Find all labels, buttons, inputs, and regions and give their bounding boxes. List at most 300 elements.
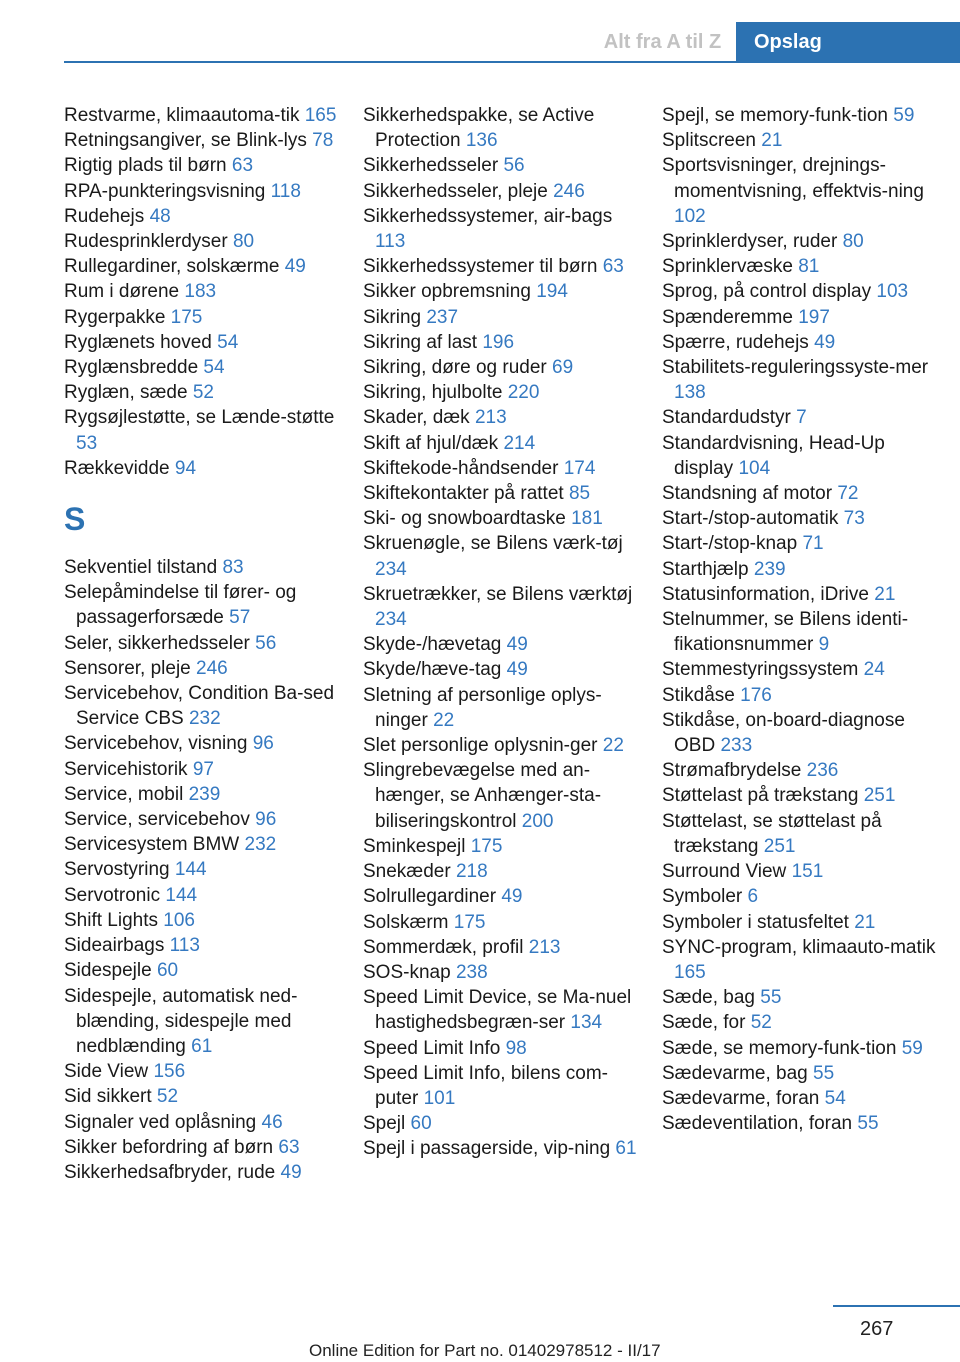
page-link[interactable]: 97 — [192, 758, 214, 780]
page-link[interactable]: 21 — [854, 911, 876, 933]
index-entry — [64, 229, 344, 254]
index-entry — [64, 681, 344, 731]
page-link[interactable]: 48 — [149, 205, 171, 227]
index-term: Sikkerhedssystemer, air-bags — [363, 205, 613, 227]
index-entry — [662, 1111, 942, 1136]
index-term: Servicebehov, visning — [64, 733, 248, 755]
index-term: Sædevarme, bag — [662, 1062, 808, 1084]
index-entry — [662, 884, 942, 909]
index-entry — [64, 153, 344, 178]
page-link[interactable]: 234 — [375, 609, 407, 631]
index-entry — [64, 580, 344, 630]
index-term: Sikker opbremsning — [363, 281, 531, 303]
page-link[interactable]: 57 — [229, 607, 251, 629]
index-entry — [363, 910, 643, 935]
index-entry — [662, 557, 942, 582]
index-entry — [363, 1036, 643, 1061]
page-link[interactable]: 144 — [165, 884, 198, 906]
page-link[interactable]: 183 — [184, 281, 217, 303]
index-term: Symboler — [662, 886, 743, 908]
page-link[interactable]: 49 — [284, 256, 306, 278]
header-rule — [64, 61, 960, 63]
index-term: Speed Limit Info, bilens com-puter — [363, 1062, 609, 1109]
page-link[interactable]: 251 — [863, 785, 896, 807]
page-link[interactable]: 55 — [760, 987, 782, 1009]
page-link[interactable]: 194 — [536, 281, 568, 303]
page-link[interactable]: 54 — [217, 331, 239, 353]
page-link[interactable]: 56 — [255, 632, 277, 654]
page-link[interactable]: 46 — [261, 1111, 283, 1133]
index-term: Sikkerhedsseler — [363, 155, 499, 177]
index-entry — [662, 935, 942, 985]
page-link[interactable]: 156 — [153, 1061, 186, 1083]
page-link[interactable]: 138 — [674, 382, 706, 404]
index-term: Service, mobil — [64, 783, 184, 805]
index-entry — [363, 733, 643, 758]
index-term: Sikring — [363, 306, 422, 328]
page-header — [0, 0, 960, 62]
index-term: Surround View — [662, 861, 787, 883]
index-term: Standardudstyr — [662, 407, 791, 429]
index-term: Skader, dæk — [363, 407, 470, 429]
index-term: Sminkespejl — [363, 835, 466, 857]
page-link[interactable]: 181 — [571, 508, 603, 530]
index-term: Sædevarme, foran — [662, 1087, 820, 1109]
index-term: Restvarme, klimaautoma-tik — [64, 105, 300, 126]
index-entry — [64, 1110, 344, 1135]
index-term: Shift Lights — [64, 909, 158, 931]
index-term: Slet personlige oplysnin-ger — [363, 735, 598, 757]
index-entry — [662, 783, 942, 808]
index-entry — [662, 431, 942, 481]
index-entry — [363, 632, 643, 657]
index-entry — [363, 1111, 643, 1136]
page-link[interactable]: 73 — [843, 508, 865, 530]
index-term: Sportsvisninger, drejnings-momentvisning, effektvis-ning — [662, 155, 924, 202]
page-link[interactable]: 83 — [222, 557, 244, 579]
index-term: Sikring, hjulbolte — [363, 382, 503, 404]
index-entry — [662, 405, 942, 430]
index-entry — [363, 330, 643, 355]
index-term: SOS-knap — [363, 961, 451, 983]
page-link[interactable]: 60 — [410, 1113, 432, 1135]
index-term: Ryglæn, sæde — [64, 382, 188, 404]
index-entry — [363, 657, 643, 682]
page-link[interactable]: 81 — [798, 256, 820, 278]
page-link[interactable]: 52 — [192, 382, 214, 404]
index-term: Strømafbrydelse — [662, 760, 802, 782]
index-entry — [64, 305, 344, 330]
page-link[interactable]: 113 — [375, 231, 406, 253]
index-entry — [662, 103, 942, 128]
index-term: Skyde/hæve-tag — [363, 659, 502, 681]
index-entry — [363, 380, 643, 405]
index-entry — [64, 1135, 344, 1160]
page-link[interactable]: 175 — [453, 911, 486, 933]
index-entry — [64, 380, 344, 405]
section-tab: Alt fra A til Z — [603, 30, 722, 53]
active-tab: Opslag — [736, 22, 960, 62]
index-term: Sikkerhedsafbryder, rude — [64, 1161, 276, 1183]
page-link[interactable]: 59 — [893, 105, 915, 126]
index-term: Sikring af last — [363, 331, 478, 353]
page-link[interactable]: 175 — [170, 306, 203, 328]
index-entry — [662, 279, 942, 304]
index-entry — [662, 481, 942, 506]
page-link[interactable]: 234 — [375, 558, 407, 580]
index-term: Sideairbags — [64, 935, 165, 957]
index-term: Sekventiel tilstand — [64, 557, 218, 579]
index-entry — [64, 782, 344, 807]
index-term: Sæde, for — [662, 1012, 746, 1034]
page-link[interactable]: 175 — [470, 835, 503, 857]
index-entry — [662, 809, 942, 859]
page-link[interactable]: 63 — [231, 155, 254, 177]
index-term: Service, servicebehov — [64, 809, 250, 831]
page-link[interactable]: 7 — [796, 407, 807, 429]
index-entry — [662, 531, 942, 556]
index-entry — [64, 958, 344, 983]
page-link[interactable]: 94 — [174, 457, 197, 479]
index-column-2 — [363, 103, 643, 1162]
index-term: Slingrebevægelse med an-hænger, se Anhænger-sta-biliseringskontrol — [363, 760, 602, 832]
page-link[interactable]: 103 — [876, 281, 909, 303]
page-link[interactable]: 136 — [465, 130, 498, 152]
page-link[interactable]: 165 — [304, 105, 337, 126]
index-entry — [64, 254, 344, 279]
page-link[interactable]: 246 — [196, 657, 228, 679]
index-term: Rygsøjlestøtte, se Lænde-støtte — [64, 407, 335, 429]
page-link[interactable]: 71 — [802, 533, 824, 555]
page-link[interactable]: 80 — [842, 231, 864, 253]
page-link[interactable]: 213 — [474, 407, 507, 429]
page-link[interactable]: 174 — [563, 457, 596, 479]
page-link[interactable]: 102 — [674, 205, 706, 227]
index-entry — [64, 731, 344, 756]
index-entry — [363, 279, 643, 304]
page-link[interactable]: 113 — [169, 935, 200, 957]
index-term: Seler, sikkerhedsseler — [64, 632, 250, 654]
index-term: Servicesystem BMW — [64, 834, 240, 856]
index-entry — [363, 179, 643, 204]
index-term: SYNC-program, klimaauto-matik — [662, 936, 936, 958]
index-entry — [64, 908, 344, 933]
page-link[interactable]: 106 — [163, 909, 195, 931]
page-link[interactable]: 6 — [747, 886, 759, 908]
index-term: Symboler i statusfeltet — [662, 911, 849, 933]
index-term: Sæde, bag — [662, 987, 755, 1009]
index-entry — [662, 128, 942, 153]
index-entry — [363, 103, 643, 153]
page-link[interactable]: 49 — [280, 1161, 302, 1183]
index-entry — [363, 582, 643, 632]
index-term: Statusinformation, iDrive — [662, 583, 869, 605]
index-column-1 — [64, 103, 344, 1185]
index-entry — [64, 631, 344, 656]
page-link[interactable]: 21 — [761, 130, 783, 152]
index-entry — [363, 405, 643, 430]
page-link[interactable]: 96 — [252, 733, 274, 755]
index-term: Solrullegardiner — [363, 886, 497, 908]
index-term: Sæde, se memory-funk-tion — [662, 1037, 897, 1059]
page-link[interactable]: 220 — [507, 382, 540, 404]
page-link[interactable]: 144 — [174, 859, 207, 881]
page-link[interactable]: 56 — [503, 155, 525, 177]
page-link[interactable]: 21 — [874, 583, 896, 605]
index-term: Spænderemme — [662, 306, 793, 328]
index-entry — [662, 657, 942, 682]
page-link[interactable]: 54 — [824, 1087, 846, 1109]
page-link[interactable]: 197 — [798, 306, 830, 328]
index-entry — [363, 985, 643, 1035]
index-term: Rullegardiner, solskærme — [64, 256, 280, 278]
index-term: Sprinklervæske — [662, 256, 793, 278]
index-term: Rum i dørene — [64, 281, 180, 303]
index-entry — [662, 1061, 942, 1086]
index-term: Start-/stop-knap — [662, 533, 798, 555]
index-term: Skiftekontakter på rattet — [363, 483, 564, 505]
index-term: Støttelast på trækstang — [662, 785, 859, 807]
page-link[interactable]: 54 — [203, 357, 225, 379]
page-link[interactable]: 232 — [188, 708, 221, 730]
index-term: Ryglænets hoved — [64, 331, 212, 353]
page-link[interactable]: 80 — [232, 231, 255, 253]
index-term: Sikring, døre og ruder — [363, 357, 547, 379]
index-entry — [64, 883, 344, 908]
index-term: Splitscreen — [662, 130, 756, 152]
page-link[interactable]: 49 — [814, 331, 836, 353]
page-link[interactable]: 218 — [455, 861, 488, 883]
index-entry — [64, 279, 344, 304]
page-link[interactable]: 232 — [244, 834, 277, 856]
index-term: Skift af hjul/dæk — [363, 432, 499, 454]
index-term: RPA-punkteringsvisning — [64, 180, 266, 202]
page-link[interactable]: 98 — [505, 1037, 527, 1059]
page-link[interactable]: 55 — [857, 1113, 879, 1135]
page-link[interactable]: 85 — [568, 483, 591, 505]
index-term: Standardvisning, Head-Up display — [662, 432, 885, 479]
page-link[interactable]: 53 — [76, 432, 98, 454]
page-link[interactable]: 236 — [806, 760, 839, 782]
index-entry — [64, 1160, 344, 1185]
index-term: Spærre, rudehejs — [662, 331, 809, 353]
index-term: Standsning af motor — [662, 483, 833, 505]
index-term: Servicebehov, Condition Ba-sed Service CBS — [64, 683, 335, 730]
index-term: Sædeventilation, foran — [662, 1113, 853, 1135]
page-link[interactable]: 52 — [156, 1086, 179, 1108]
page-link[interactable]: 22 — [602, 735, 624, 757]
page-link[interactable]: 196 — [482, 331, 515, 353]
footer-rule — [833, 1305, 960, 1307]
index-term: Rudesprinklerdyser — [64, 231, 228, 253]
index-column-3 — [662, 103, 942, 1136]
index-term: Servostyring — [64, 859, 170, 881]
page-link[interactable]: 72 — [837, 483, 859, 505]
index-entry — [662, 758, 942, 783]
page-link[interactable]: 96 — [255, 809, 277, 831]
page-link[interactable]: 239 — [188, 783, 221, 805]
index-entry — [363, 355, 643, 380]
index-entry — [64, 103, 344, 128]
index-term: Skruetrækker, se Bilens værktøj — [363, 583, 633, 605]
index-term: Side View — [64, 1061, 149, 1083]
page-link[interactable]: 63 — [278, 1136, 300, 1158]
index-entry — [662, 355, 942, 405]
index-term: Skiftekode-håndsender — [363, 457, 559, 479]
page-link[interactable]: 151 — [791, 861, 824, 883]
index-entry — [64, 1059, 344, 1084]
index-entry — [662, 1086, 942, 1111]
index-term: Rækkevidde — [64, 457, 170, 479]
page-link[interactable]: 134 — [570, 1012, 603, 1034]
index-entry — [363, 834, 643, 859]
section-letter: S — [64, 501, 86, 538]
index-term: Sikkerhedssystemer til børn — [363, 256, 598, 278]
edition-footer: Online Edition for Part no. 01402978512 - II/17 — [309, 1341, 661, 1360]
index-entry — [363, 481, 643, 506]
index-entry — [363, 254, 643, 279]
index-term: Selepåmindelse til fører- og passagerforsæde — [64, 582, 297, 629]
index-term: Sikker befordring af børn — [64, 1136, 274, 1158]
index-entry — [662, 683, 942, 708]
index-term: Sidespejle, automatisk ned-blænding, sidespejle med nedblænding — [64, 985, 298, 1057]
index-term: Sensorer, pleje — [64, 657, 191, 679]
page-link[interactable]: 200 — [521, 810, 554, 832]
index-entry — [662, 254, 942, 279]
page-link[interactable]: 52 — [750, 1012, 772, 1034]
page-link[interactable]: 59 — [901, 1037, 923, 1059]
index-entry — [662, 985, 942, 1010]
page-link[interactable]: 101 — [423, 1087, 456, 1109]
index-term: Sprog, på control display — [662, 281, 872, 303]
index-entry — [64, 757, 344, 782]
index-entry — [363, 884, 643, 909]
index-entry — [64, 204, 344, 229]
index-entry — [64, 933, 344, 958]
index-entry — [64, 656, 344, 681]
index-entry — [64, 456, 344, 481]
index-entry — [363, 758, 643, 834]
index-entry — [64, 984, 344, 1060]
index-entry — [662, 506, 942, 531]
index-entry — [363, 683, 643, 733]
page-link[interactable]: 63 — [602, 256, 624, 278]
page-link[interactable]: 61 — [191, 1035, 213, 1057]
index-entry — [64, 330, 344, 355]
index-term: Speed Limit Info — [363, 1037, 501, 1059]
page-link[interactable]: 49 — [506, 659, 528, 681]
page-link[interactable]: 239 — [753, 558, 786, 580]
index-entry — [662, 153, 942, 229]
index-term: Stabilitets-reguleringssyste-mer — [662, 357, 929, 379]
index-term: Servicehistorik — [64, 758, 188, 780]
page-link[interactable]: 118 — [270, 180, 301, 202]
index-entry — [64, 1084, 344, 1109]
index-entry — [363, 506, 643, 531]
page-link[interactable]: 214 — [503, 432, 536, 454]
index-entry — [363, 1136, 643, 1161]
index-entry — [363, 859, 643, 884]
page-link[interactable]: 237 — [426, 306, 459, 328]
page-link[interactable]: 60 — [156, 960, 179, 982]
page-link[interactable]: 233 — [720, 735, 753, 757]
index-term: Sprinklerdyser, ruder — [662, 231, 838, 253]
index-entry — [662, 1036, 942, 1061]
index-entry — [662, 229, 942, 254]
page-link[interactable]: 49 — [506, 634, 528, 656]
index-list-s — [64, 555, 344, 1185]
index-term: Ski- og snowboardtaske — [363, 508, 566, 530]
page-link[interactable]: 9 — [818, 634, 830, 656]
index-entry — [363, 960, 643, 985]
index-entry — [363, 1061, 643, 1111]
index-entry — [363, 935, 643, 960]
index-term: Støttelast, se støttelast på trækstang — [662, 810, 882, 857]
index-term: Sikkerhedsseler, pleje — [363, 180, 548, 202]
page-link[interactable]: 55 — [813, 1062, 835, 1084]
page-link[interactable]: 104 — [738, 457, 771, 479]
index-entry — [64, 355, 344, 380]
index-entry — [662, 910, 942, 935]
page-link[interactable]: 238 — [455, 961, 488, 983]
page-link[interactable]: 24 — [863, 659, 885, 681]
index-entry — [363, 204, 643, 254]
page-link[interactable]: 22 — [433, 709, 455, 731]
index-entry — [662, 330, 942, 355]
index-term: Servotronic — [64, 884, 161, 906]
index-term: Sikkerhedspakke, se Active Protection — [363, 105, 595, 152]
index-term: Rudehejs — [64, 205, 145, 227]
index-entry — [363, 531, 643, 581]
page-link[interactable]: 61 — [615, 1138, 637, 1160]
index-entry — [64, 128, 344, 153]
index-entry — [64, 555, 344, 580]
index-list-r — [64, 103, 344, 481]
index-entry — [662, 305, 942, 330]
index-term: Retningsangiver, se Blink-lys — [64, 130, 307, 152]
index-entry — [363, 431, 643, 456]
page-link[interactable]: 246 — [553, 180, 585, 202]
page-link[interactable]: 69 — [552, 357, 574, 379]
page-link[interactable]: 49 — [501, 886, 523, 908]
index-term: Spejl — [363, 1113, 406, 1135]
index-entry — [363, 456, 643, 481]
index-term: Spejl, se memory-funk-tion — [662, 105, 888, 126]
page-link[interactable]: 176 — [740, 684, 772, 706]
index-entry — [64, 857, 344, 882]
page-link[interactable]: 78 — [312, 130, 334, 152]
index-term: Start-/stop-automatik — [662, 508, 839, 530]
index-term: Sidespejle — [64, 960, 152, 982]
index-entry — [662, 582, 942, 607]
index-entry — [662, 859, 942, 884]
index-term: Snekæder — [363, 861, 451, 883]
index-term: Stikdåse, on-board-diagnose OBD — [662, 709, 905, 757]
index-entry — [64, 807, 344, 832]
page-link[interactable]: 165 — [674, 961, 706, 983]
index-term: Solskærm — [363, 911, 449, 933]
index-term: Stemmestyringssystem — [662, 659, 859, 681]
index-entry — [363, 153, 643, 178]
index-entry — [64, 179, 344, 204]
index-term: Rygerpakke — [64, 306, 166, 328]
index-entry — [662, 607, 942, 657]
page-link[interactable]: 251 — [763, 835, 796, 857]
index-entry — [363, 305, 643, 330]
index-term: Sletning af personlige oplys-ninger — [363, 684, 602, 731]
index-entry — [662, 708, 942, 758]
page-link[interactable]: 213 — [528, 936, 561, 958]
